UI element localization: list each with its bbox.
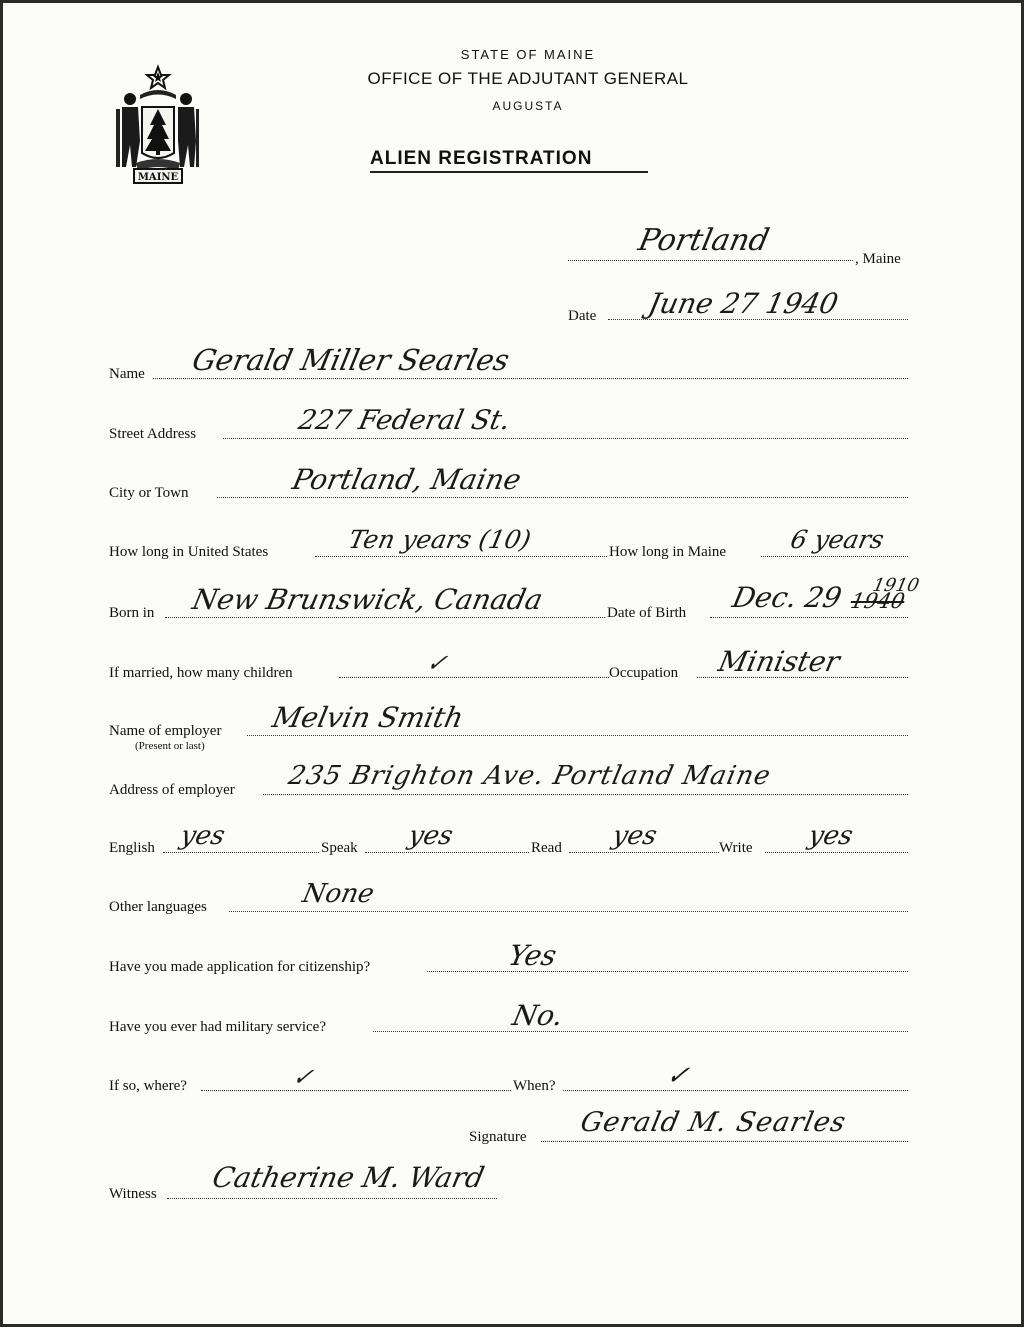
employer-address-line [263,794,908,795]
other-languages-line [229,911,908,912]
military-service-label: Have you ever had military service? [109,1019,326,1035]
read-label: Read [531,840,562,856]
occupation-label: Occupation [609,665,679,681]
english-line [163,852,319,853]
where-value: ✓ [290,1063,317,1091]
born-in-line [165,617,605,618]
form-title: ALIEN REGISTRATION [370,148,593,169]
military-service-line [373,1031,908,1032]
english-value: yes [177,821,228,851]
date-value: June 27 1940 [645,287,842,320]
place-line [568,260,853,261]
children-value: ✓ [424,649,451,677]
signature-value: Gerald M. Searles [577,1107,850,1138]
speak-label: Speak [321,840,358,856]
city-or-town-value: Portland, Maine [289,463,525,496]
title-underline [370,171,648,173]
name-label: Name [109,366,145,382]
employer-name-sublabel: (Present or last) [135,740,205,752]
date-of-birth-label: Date of Birth [607,605,687,621]
where-line [201,1090,511,1091]
when-line [563,1090,908,1091]
children-label: If married, how many children [109,665,293,681]
occupation-value: Minister [715,645,843,678]
read-line [569,852,719,853]
city-or-town-line [217,497,908,498]
employer-address-label: Address of employer [109,782,235,798]
place-suffix: , Maine [855,251,901,267]
registration-form-page [3,3,1021,1324]
write-label: Write [719,840,753,856]
employer-name-line [247,735,908,736]
other-languages-label: Other languages [109,899,207,915]
time-in-us-value: Ten years (10) [345,525,534,554]
when-label: When? [513,1078,556,1094]
citizenship-line [427,971,908,972]
other-languages-value: None [299,879,377,909]
speak-line [365,852,529,853]
svg-text:MAINE: MAINE [137,172,179,183]
born-in-value: New Brunswick, Canada [189,583,546,616]
english-label: English [109,840,155,856]
street-address-value: 227 Federal St. [295,405,514,436]
born-in-label: Born in [109,605,155,621]
read-value: yes [609,821,660,851]
date-of-birth-corrected-year: 1910 [870,575,922,596]
employer-name-label: Name of employer [109,723,222,739]
street-address-label: Street Address [109,426,197,442]
place-value: Portland [635,223,773,258]
employer-name-value: Melvin Smith [269,701,467,734]
children-line [339,677,609,678]
time-in-us-label: How long in United States [109,544,269,560]
witness-label: Witness [109,1186,157,1202]
witness-line [167,1198,497,1199]
office-heading: OFFICE OF THE ADJUTANT GENERAL [367,69,689,88]
date-label: Date [568,308,597,324]
employer-address-value: 235 Brighton Ave. Portland Maine [285,761,774,791]
time-in-maine-line [761,556,908,557]
name-value: Gerald Miller Searles [189,343,513,377]
state-heading: STATE OF MAINE [460,47,596,62]
when-value: ✓ [663,1061,692,1091]
citizenship-label: Have you made application for citizenship? [109,959,371,975]
citizenship-value: Yes [505,939,560,972]
city-or-town-label: City or Town [109,485,189,501]
signature-line [541,1141,908,1142]
write-line [765,852,908,853]
name-line [153,378,908,379]
street-address-line [223,438,908,439]
date-of-birth-struck-year: 1940 [848,589,908,613]
military-service-value: No. [509,999,567,1032]
witness-value: Catherine M. Ward [209,1161,488,1194]
write-value: yes [805,821,856,851]
time-in-us-line [315,556,607,557]
speak-value: yes [405,821,456,851]
time-in-maine-label: How long in Maine [609,544,727,560]
date-of-birth-line [710,617,908,618]
time-in-maine-value: 6 years [787,525,887,554]
where-label: If so, where? [109,1078,187,1094]
signature-label: Signature [469,1129,527,1145]
city-heading: AUGUSTA [492,99,564,113]
date-of-birth-value: Dec. 29 [729,581,845,614]
